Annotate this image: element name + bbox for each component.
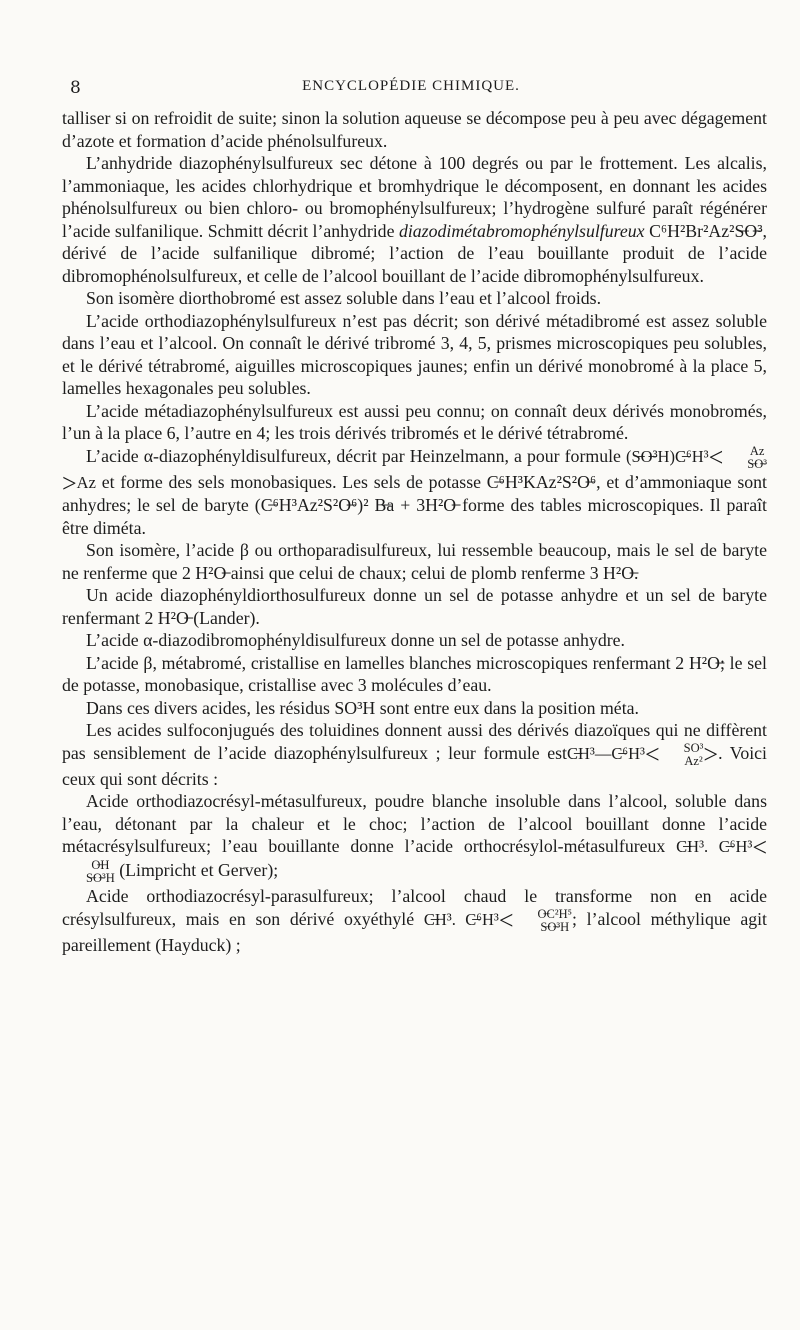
paragraph xyxy=(62,442,767,540)
paragraph: L’acide β, métabromé, cristallise en lamelles blanches microscopiques renfermant 2 H²O̶; le sel de potasse, monobasique, cristallise avec 3 molécules d’eau. xyxy=(62,652,767,696)
paragraph-text: Voici ceux qui sont décrits : xyxy=(62,742,767,789)
paragraph-text: Acide orthodiazocrésyl-métasulfureux, poudre blanche insoluble dans l’alcool, soluble dans l’eau, détonant par la chaleur et le choc; l’action de l’alcool bouillant donne l’acide métacrésylsulfureux; l’eau bouillante donne l’acide orthocrésylol-métasulfureux xyxy=(62,791,767,857)
paragraph: L’acide métadiazophénylsulfureux est aussi peu connu; on connaît deux dérivés monobromés, l’un à la place 6, l’autre en 4; les trois dérivés tribromés et le dérivé tétrabromé. xyxy=(62,400,767,443)
paragraph xyxy=(62,790,767,885)
bracket: < xyxy=(708,442,724,472)
paragraph-text: et forme des sels monobasiques. Les sels de potasse C̶⁶H³KAz²S²O̶⁶, et d’ammoniaque sont anhydres; le sel de baryte (C̶⁶H³Az²S²O̶⁶)² B̶a + 3H²O̶ forme des tables microscopiques. Il paraît être diméta. xyxy=(62,471,767,538)
paragraph-text: (Limpricht et Gerver); xyxy=(119,859,279,880)
formula-text: Az xyxy=(76,472,96,492)
paragraph: Un acide diazophényldiorthosulfureux donne un sel de potasse anhydre et un sel de baryte renfermant 2 H²O̶ (Lander). xyxy=(62,585,767,628)
paragraph-text: Acide orthodiazocrésyl-parasulfureux; l’alcool chaud le transforme non en acide crésylsulfureux, mais en son dérivé oxyéthylé xyxy=(62,886,767,929)
formula-top: O̶H xyxy=(91,858,110,873)
formula-text: C̶H³. C̶⁶H³ xyxy=(676,837,753,857)
bracket: < xyxy=(498,905,514,935)
paragraph: L’acide α-diazodibromophényldisulfureux donne un sel de potasse anhydre. xyxy=(86,630,625,651)
page-body xyxy=(62,107,767,956)
running-title: ENCYCLOPÉDIE CHIMIQUE. xyxy=(302,78,520,94)
paragraph: Les acides sulfoconjugués des toluidines donnent aussi des dérivés diazoïques qui ne diffèrent pas sensiblement de l’acide diazophénylsulfureux ; leur formule estC̶H³—C̶⁶H³< SO³ Az² >. Voici ceux qui sont décrits : xyxy=(62,720,767,789)
bracket: < xyxy=(645,739,660,769)
compound-name: diazodimétabromophénylsulfureux xyxy=(398,220,645,241)
formula-bottom: S̶O̶³H xyxy=(540,919,570,934)
formula-top: Az xyxy=(749,443,765,458)
formula-text: (S̶O̶³H)C̶⁶H³ xyxy=(626,446,709,466)
bracket: > xyxy=(62,468,77,498)
formula-top: SO³ xyxy=(683,740,704,755)
formula-fraction xyxy=(723,445,767,471)
formula-fraction xyxy=(62,859,115,885)
paragraph-text: Les acides sulfoconjugués des toluidines donnent aussi des dérivés diazoïques qui ne diffèrent pas sensiblement de l’acide diazophénylsulfureux ; leur formule est xyxy=(62,720,767,763)
formula-toluidine xyxy=(567,739,719,769)
page-number: 8 xyxy=(70,78,81,98)
paragraph: Son isomère, l’acide β ou orthoparadisulfureux, lui ressemble beaucoup, mais le sel de baryte ne renferme que 2 H²O̶ ainsi que celui de chaux; celui de plomb renferme 3 H²O̶. xyxy=(62,540,767,583)
formula-top: O̶C²H⁵ xyxy=(537,906,573,921)
formula-bottom: S̶O̶³H xyxy=(86,871,115,886)
page-header xyxy=(62,78,760,102)
paragraph-text: L’anhydride diazophénylsulfureux sec détone à 100 degrés ou par le frottement. Les alcalis, l’ammoniaque, les acides chlorhydrique et bromhydrique le décomposent, en donnant les acides phénolsulfureux ou bien chloro- ou bromophénylsulfureux; l’hydrogène sulfuré paraît régénérer l’acide sulfanilique. Schmitt décrit l’anhydride xyxy=(62,153,767,241)
formula-bottom: S̶O̶³ xyxy=(747,456,767,471)
paragraph-text: L’acide α-diazophényldisulfureux, décrit par Heinzelmann, a pour formule xyxy=(86,445,621,466)
paragraph: Son isomère diorthobromé est assez soluble dans l’eau et l’alcool froids. xyxy=(86,288,602,308)
paragraph: L’acide orthodiazophénylsulfureux n’est pas décrit; son dérivé métadibromé est assez soluble dans l’eau et l’alcool. On connaît le dérivé tribromé 3, 4, 5, prismes microscopiques peu solubles, et le dérivé tétrabromé, aiguilles microscopiques jaunes; enfin un dérivé monobromé à la place 5, lamelles hexagonales peu solubles. xyxy=(62,310,767,398)
paragraph-text: C⁶H²Br²Az²S̶O̶³, dérivé de l’acide sulfanilique dibromé; l’action de l’eau bouillante produit de l’acide dibromophénolsulfureux, et celle de l’alcool bouillant de l’acide dibromophénylsulfureux. xyxy=(62,220,767,286)
paragraph: talliser si on refroidit de suite; sinon la solution aqueuse se décompose peu à peu avec dégagement d’azote et formation d’acide phénolsulfureux. xyxy=(62,108,767,151)
paragraph xyxy=(62,152,767,287)
formula-oxyethyl xyxy=(423,905,573,935)
formula-bottom: Az² xyxy=(684,753,703,768)
paragraph: Dans ces divers acides, les résidus SO³H sont entre eux dans la position méta. xyxy=(86,697,639,718)
formula-fraction xyxy=(660,742,704,768)
formula-text: C̶H³. C̶⁶H³ xyxy=(423,909,499,929)
formula-fraction xyxy=(514,908,573,934)
paragraph xyxy=(62,885,767,956)
bracket: < xyxy=(752,833,767,863)
bracket: > xyxy=(703,739,719,769)
paragraph-text: ; l’alcool méthylique agit pareillement (Hayduck) ; xyxy=(62,908,768,955)
formula-text: C̶H³—C̶⁶H³ xyxy=(567,743,645,763)
